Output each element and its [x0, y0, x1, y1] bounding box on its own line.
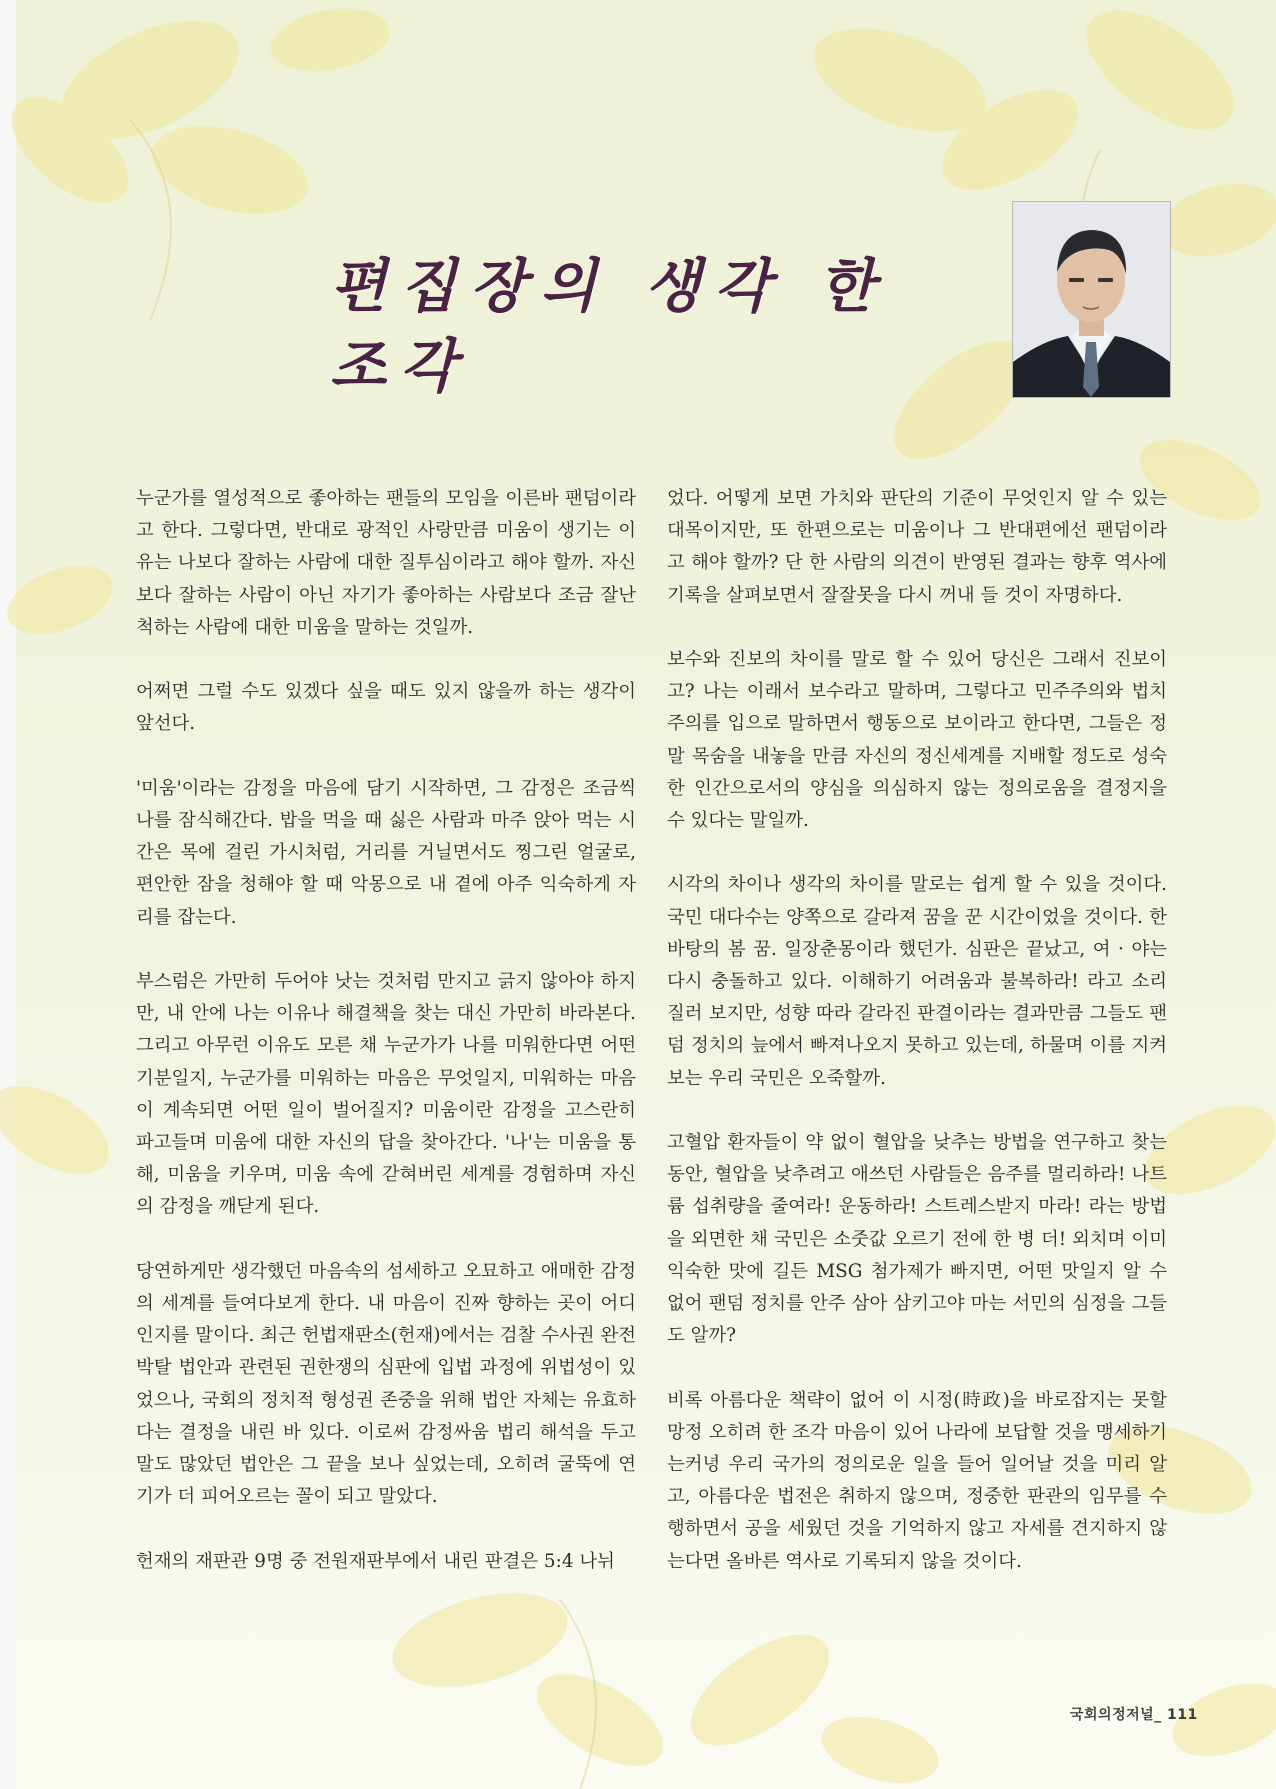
page-footer	[1070, 1704, 1198, 1724]
article-paragraph: 누군가를 열성적으로 좋아하는 팬들의 모임을 이른바 팬덤이라고 한다. 그렇다면, 반대로 광적인 사랑만큼 미움이 생기는 이유는 나보다 잘하는 사람에 대한 질투심이라고 해야 할까. 자신보다 잘하는 사람이 아닌 자기가 좋아하는 사람보다 조금 잘난 척하는 사람에 대한 미움을 말하는 것일까.	[136, 488, 636, 638]
page-number: 111	[1167, 1707, 1198, 1723]
article-paragraph: '미움'이라는 감정을 마음에 담기 시작하면, 그 감정은 조금씩 나를 잠식해간다. 밥을 먹을 때 싫은 사람과 마주 앉아 먹는 시간은 목에 걸린 가시처럼, 거리를 거닐면서도 찡그린 얼굴로, 편안한 잠을 청해야 할 때 악몽으로 내 곁에 아주 익숙하게 자리를 잡는다.	[136, 777, 636, 928]
article-paragraph: 비록 아름다운 책략이 없어 이 시정(時政)을 바로잡지는 못할망정 오히려 한 조각 마음이 있어 나라에 보답할 것을 맹세하기는커녕 우리 국가의 정의로운 일을 들어 일어날 것을 미리 알고, 아름다운 법전은 취하지 않으며, 정중한 판관의 임무를 수행하면서 공을 세웠던 것을 기억하지 않고 자세를 견지하지 않는다면 올바른 역사로 기록되지 않을 것이다.	[667, 1389, 1167, 1572]
article-paragraph: 부스럼은 가만히 두어야 낫는 것처럼 만지고 긁지 않아야 하지만, 내 안에 나는 이유나 해결책을 찾는 대신 가만히 바라본다. 그리고 아무런 이유도 모른 채 누군가가 나를 미워한다면 어떤 기분일지, 누군가를 미워하는 마음은 무엇일지, 미워하는 마음이 계속되면 어떤 일이 벌어질지? 미움이란 감정을 고스란히 파고들며 미움에 대한 자신의 답을 찾아간다. '나'는 미움을 통해, 미움을 키우며, 미움 속에 갇혀버린 세계를 경험하며 자신의 감정을 깨닫게 된다.	[136, 971, 636, 1218]
article-paragraph: 보수와 진보의 차이를 말로 할 수 있어 당신은 그래서 진보이고? 나는 이래서 보수라고 말하며, 그렇다고 민주주의와 법치주의를 입으로 말하면서 행동으로 보이라고 한다면, 그들은 정말 목숨을 내놓을 만큼 자신의 정신세계를 지배할 정도로 성숙한 인간으로서의 양심을 의심하지 않는 정의로움을 결정지을 수 있다는 말일까.	[667, 649, 1167, 832]
article-left-column	[136, 483, 636, 1578]
article-paragraph: 당연하게만 생각했던 마음속의 섬세하고 오묘하고 애매한 감정의 세계를 들여다보게 한다. 내 마음이 진짜 향하는 곳이 어디인지를 말이다. 최근 헌법재판소(헌재)에서는 검찰 수사권 완전 박탈 법안과 관련된 권한쟁의 심판에 입법 과정에 위법성이 있었으나, 국회의 정치적 형성권 존중을 위해 법안 자체는 유효하다는 결정을 내린 바 있다. 이로써 감정싸움 법리 해석을 두고 말도 많았던 법안은 그 끝을 보나 싶었는데, 오히려 굴뚝에 연기가 더 피어오르는 꼴이 되고 말았다.	[136, 1260, 636, 1508]
article-paragraph: 시각의 차이나 생각의 차이를 말로는 쉽게 할 수 있을 것이다. 국민 대다수는 양쪽으로 갈라져 꿈을 꾼 시간이었을 것이다. 한바탕의 봄 꿈. 일장춘몽이라 했던가. 심판은 끝났고, 여 · 야는 다시 충돌하고 있다. 이해하기 어려움과 불복하라! 라고 소리 질러 보지만, 성향 따라 갈라진 판결이라는 결과만큼 그들도 팬덤 정치의 늪에서 빠져나오지 못하고 있는데, 하물며 이를 지켜보는 우리 국민은 오죽할까.	[667, 874, 1167, 1089]
article-paragraph: 헌재의 재판관 9명 중 전원재판부에서 내린 판결은 5:4 나뉘	[136, 1550, 615, 1572]
article-paragraph: 고혈압 환자들이 약 없이 혈압을 낮추는 방법을 연구하고 찾는 동안, 혈압을 낮추려고 애쓰던 사람들은 음주를 멀리하라! 나트륨 섭취량을 줄여라! 운동하라! 스트레스받지 마라! 라는 방법을 외면한 채 국민은 소줏값 오르기 전에 한 병 더! 외치며 이미 익숙한 맛에 길든 MSG 첨가제가 빠지면, 어떤 맛일지 알 수 없어 팬덤 정치를 안주 삼아 삼키고야 마는 서민의 심정을 그들도 알까?	[667, 1132, 1167, 1347]
article-paragraph: 어쩌면 그럴 수도 있겠다 싶을 때도 있지 않을까 하는 생각이 앞선다.	[136, 681, 636, 735]
article-right-column	[667, 483, 1167, 1578]
journal-name: 국회의정저널_	[1070, 1707, 1162, 1723]
page-title: 편집장의 생각 한 조각	[330, 252, 889, 400]
editor-portrait-photo	[1012, 201, 1171, 398]
article-paragraph: 었다. 어떻게 보면 가치와 판단의 기준이 무엇인지 알 수 있는 대목이지만, 또 한편으로는 미움이나 그 반대편에선 팬덤이라고 해야 할까? 단 한 사람의 의견이 반영된 결과는 향후 역사에 기록을 살펴보면서 잘잘못을 다시 꺼내 들 것이 자명하다.	[667, 488, 1167, 606]
